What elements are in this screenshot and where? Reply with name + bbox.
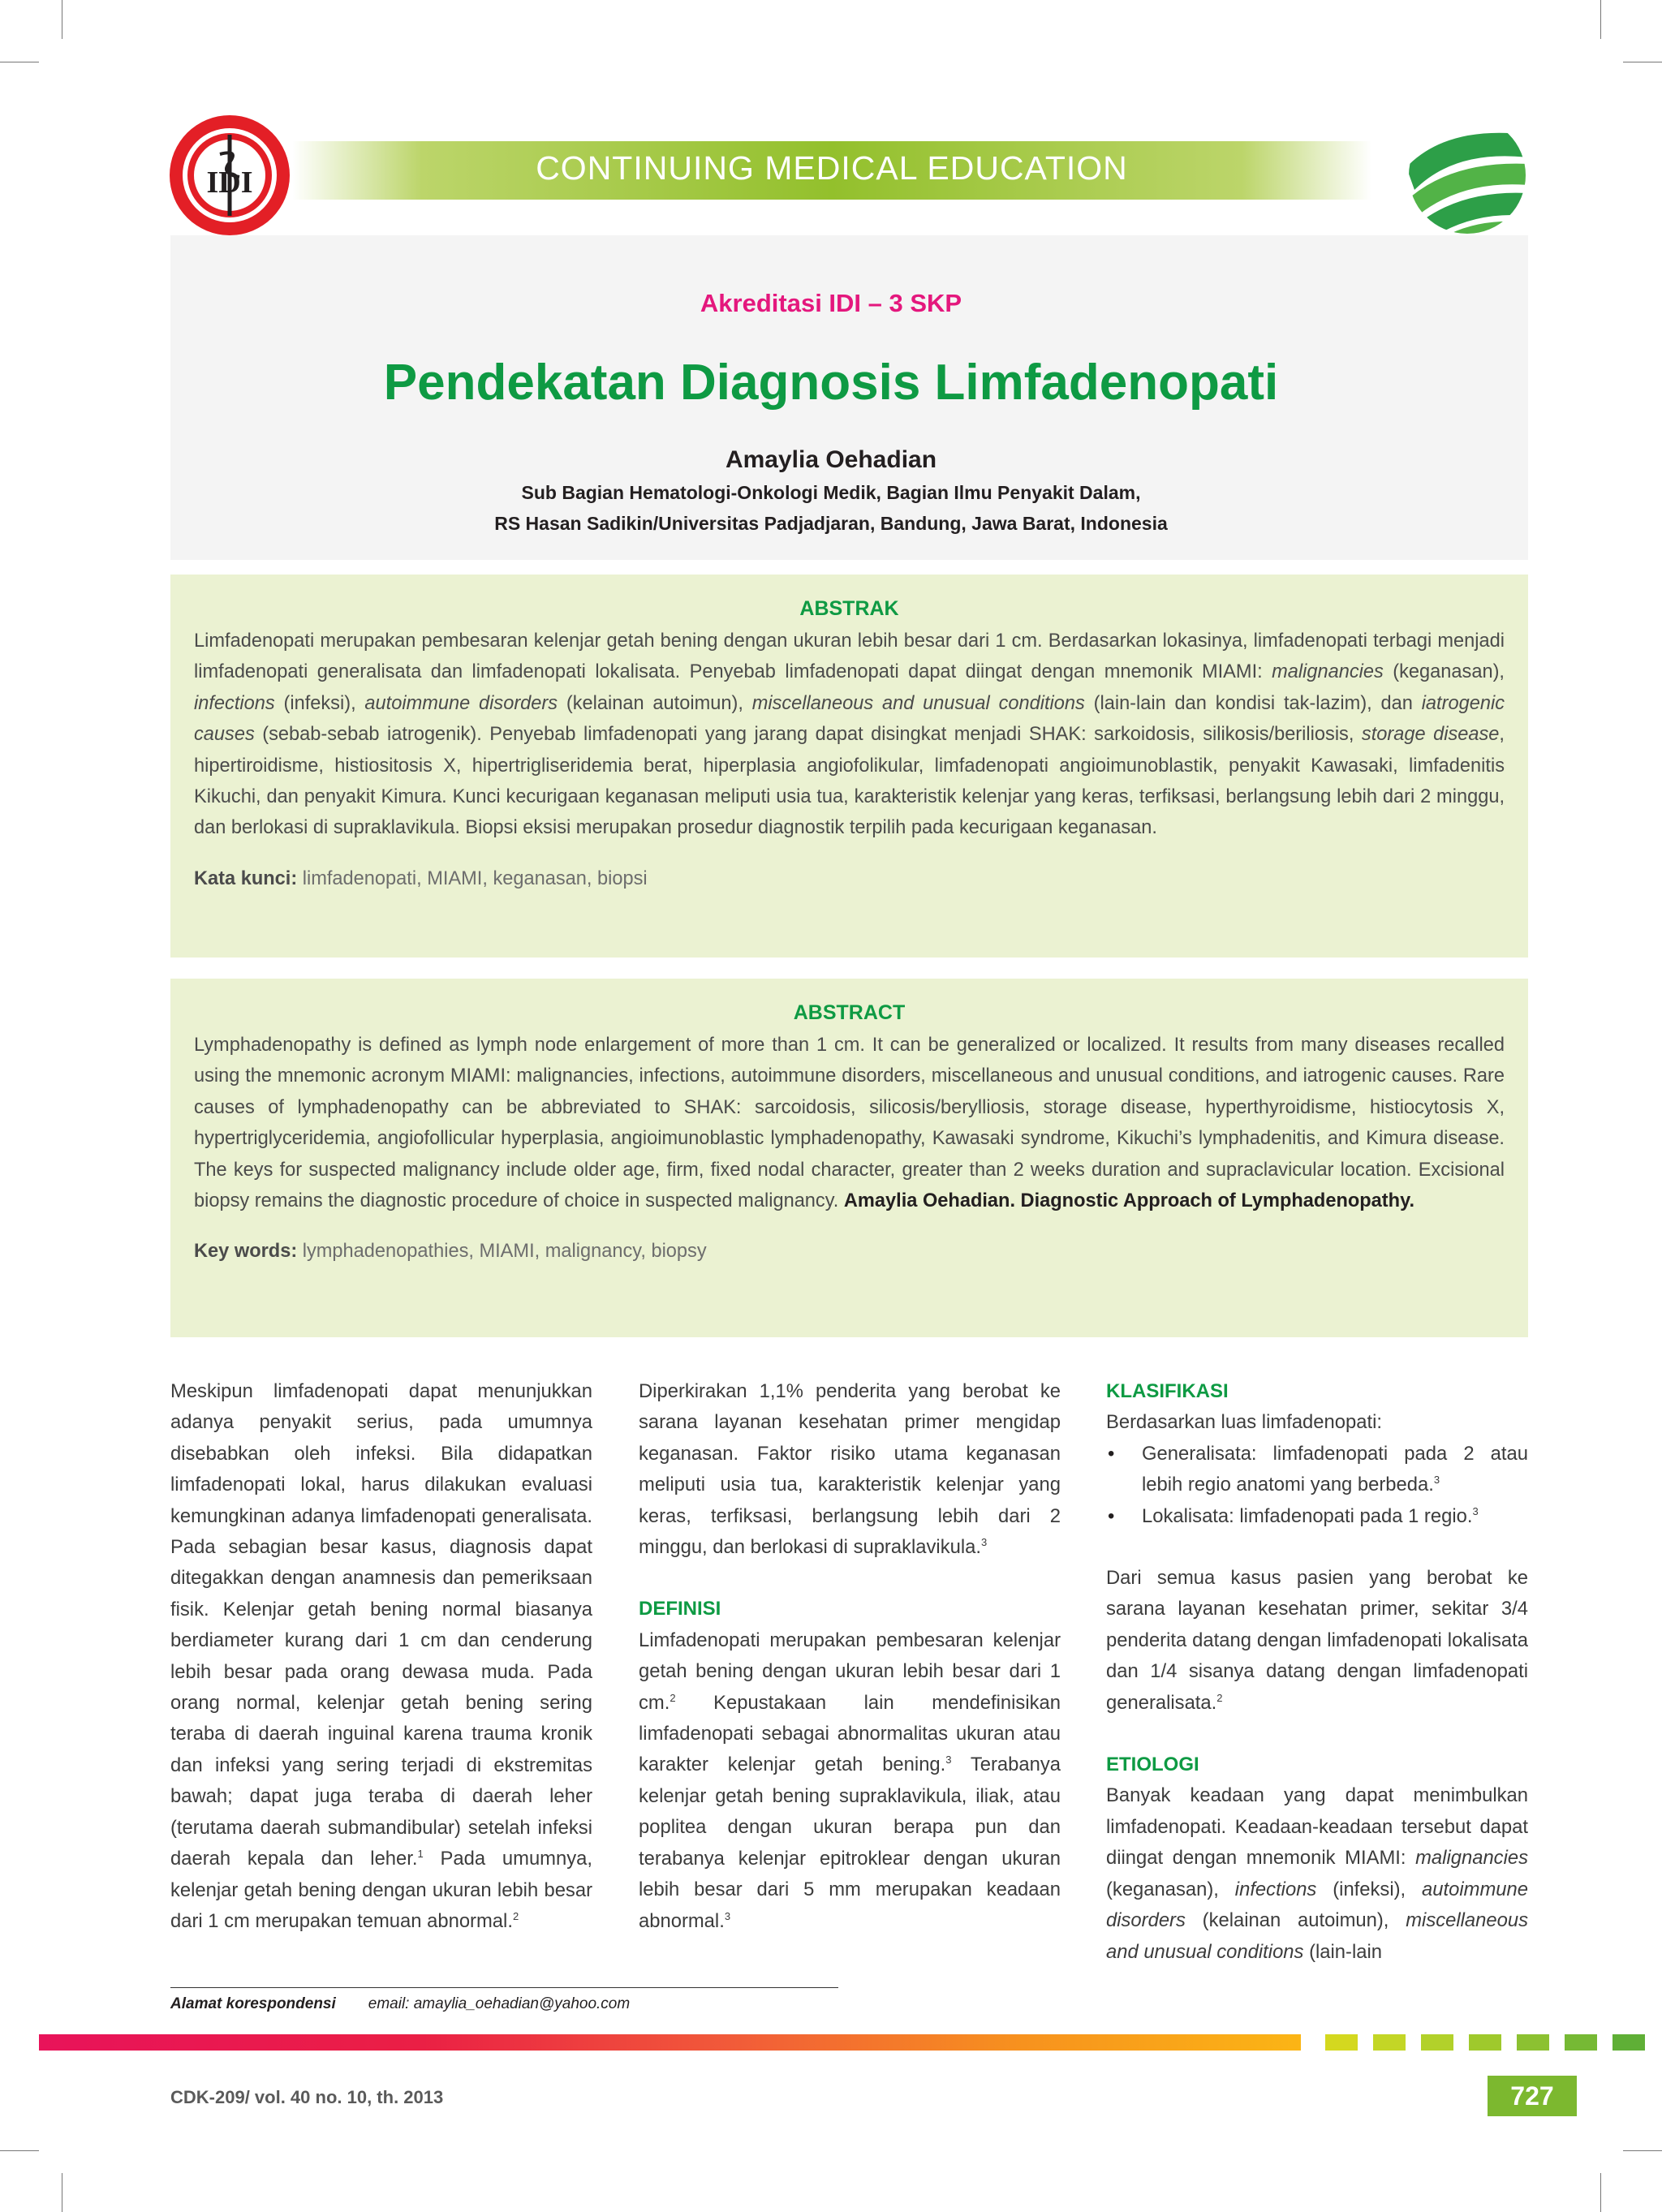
body-column-1 <box>170 1376 592 1937</box>
footer-color-stripe <box>39 2034 1301 2051</box>
footnote-divider <box>170 1987 838 1988</box>
kata-kunci: Kata kunci: limfadenopati, MIAMI, keganasan, biopsi <box>194 867 648 889</box>
body-column-3 <box>1106 1376 1528 1968</box>
abstract-heading: ABSTRACT <box>793 1001 906 1024</box>
footer-color-blocks <box>1325 2034 1645 2051</box>
abstrak-text: Limfadenopati merupakan pembesaran kelenjar getah bening dengan ukuran lebih besar dari 1 cm. Berdasarkan lokasinya, limfadenopati terbagi menjadi limfadenopati generalisata dan limfadenopati lokalisata. Penyebab limfadenopati dapat diingat dengan mnemonik MIAMI: malignancies (keganasan), infections (infeksi), autoimmune disorders (kelainan autoimun), miscellaneous and unusual conditions (lain-lain dan kondisi tak-lazim), dan iatrogenic causes (sebab-sebab iatrogenik). Penyebab limfadenopati yang jarang dapat disingkat menjadi SHAK: sarkoidosis, silikosis/beriliosis, storage disease, hipertiroidisme, histiositosis X, hipertrigliseridemia berat, hiperplasia angiofolikular, limfadenopati angioimunoblastik, penyakit Kawasaki, limfadenitis Kikuchi, dan penyakit Kimura. Kunci kecurigaan keganasan meliputi usia tua, karakteristik kelenjar yang keras, terfiksasi, berlangsung lebih dari 2 minggu, dan berlokasi di supraklavikula. Biopsi eksisi merupakan prosedur diagnostik terpilih pada kecurigaan keganasan. <box>194 630 1505 839</box>
crop-mark <box>1600 0 1601 39</box>
cme-banner <box>292 141 1371 200</box>
correspondence: Alamat korespondensi email: amaylia_oehadian@yahoo.com <box>170 1995 631 2012</box>
cdk-logo <box>1406 110 1528 240</box>
list-item: • Generalisata: limfadenopati pada 2 atau lebih regio anatomi yang berbeda.$^3$ <box>1106 1439 1528 1501</box>
abstrak-box <box>170 575 1528 958</box>
abstract-text: Lymphadenopathy is defined as lymph node enlargement of more than 1 cm. It can be generalized or localized. It results from many diseases recalled using the mnemonic acronym MIAMI: malignancies, infections, autoimmune disorders, miscellaneous and unusual conditions, and iatrogenic causes. Rare causes of lymphadenopathy can be abbreviated to SHAK: sarcoidosis, silicosis/berylliosis, storage disease, hyperthyroidisme, histiocytosis X, hypertriglyceridemia, angiofollicular hyperplasia, angioimunoblastic lymphadenopathy, Kawasaki syndrome, Kikuchi’s lymphadenitis, and Kimura disease. The keys for suspected malignancy include older age, firm, fixed nodal character, greater than 2 weeks duration and supraclavicular location. Excisional biopsy remains the diagnostic procedure of choice in suspected malignancy. Amaylia Oehadian. Diagnostic Approach of Lymphadenopathy. <box>194 1035 1505 1212</box>
body-paragraph: Dari semua kasus pasien yang berobat ke sarana layanan kesehatan primer, sekitar 3/4 penderita datang dengan limfadenopati lokalisata dan 1/4 sisanya datang dengan limfadenopati generalisata.$^2$ <box>1106 1567 1528 1714</box>
correspondence-email: email: amaylia_oehadian@yahoo.com <box>368 1995 631 2012</box>
footer-color-block <box>1517 2034 1549 2051</box>
footer-color-block <box>1421 2034 1453 2051</box>
body-paragraph: Diperkirakan 1,1% penderita yang berobat ke sarana layanan kesehatan primer mengidap keganasan. Faktor risiko utama keganasan meliputi usia tua, karakteristik kelenjar yang keras, terfiksasi, berlangsung lebih dari 2 minggu, dan berlokasi di supraklavikula.$^3$ <box>639 1380 1061 1559</box>
affiliation-line-1: Sub Bagian Hematologi-Onkologi Medik, Bagian Ilmu Penyakit Dalam, <box>521 482 1141 503</box>
footer-color-block <box>1565 2034 1597 2051</box>
klasifikasi-heading: KLASIFIKASI <box>1106 1380 1229 1402</box>
abstract-citation: Amaylia Oehadian. Diagnostic Approach of Lymphadenopathy. <box>843 1190 1415 1212</box>
cme-banner-text: CONTINUING MEDICAL EDUCATION <box>536 149 1128 187</box>
abstrak-heading: ABSTRAK <box>799 597 899 620</box>
footer-color-block <box>1612 2034 1645 2051</box>
body-paragraph: Berdasarkan luas limfadenopati: <box>1106 1411 1382 1434</box>
etiologi-heading: ETIOLOGI <box>1106 1754 1199 1776</box>
article-title: Pendekatan Diagnosis Limfadenopati <box>383 355 1279 411</box>
body-column-2 <box>639 1376 1061 1937</box>
affiliation-line-2: RS Hasan Sadikin/Universitas Padjadjaran, Bandung, Jawa Barat, Indonesia <box>494 513 1168 534</box>
footer-color-block <box>1325 2034 1358 2051</box>
journal-citation: CDK-209/ vol. 40 no. 10, th. 2013 <box>170 2087 444 2107</box>
crop-mark <box>0 2150 39 2151</box>
footer-color-block <box>1373 2034 1406 2051</box>
crop-mark <box>1623 2150 1662 2151</box>
body-paragraph: Banyak keadaan yang dapat menimbulkan limfadenopati. Keadaan-keadaan tersebut dapat diingat dengan mnemonik MIAMI: malignancies (keganasan), infections (infeksi), autoimmune disorders (kelainan autoimun), miscellaneous and unusual conditions (lain-lain <box>1106 1784 1528 1963</box>
key-words: Key words: lymphadenopathies, MIAMI, malignancy, biopsy <box>194 1241 707 1263</box>
idi-logo-text: IDI <box>206 166 253 200</box>
list-item: • Lokalisata: limfadenopati pada 1 regio.$^3$ <box>1106 1501 1528 1532</box>
footer-color-block <box>1469 2034 1501 2051</box>
page-number: 727 <box>1488 2076 1577 2116</box>
crop-mark <box>1600 2173 1601 2212</box>
accreditation-label: Akreditasi IDI – 3 SKP <box>700 289 962 317</box>
abstract-box <box>170 979 1528 1337</box>
body-paragraph: Meskipun limfadenopati dapat menunjukkan adanya penyakit serius, pada umumnya disebabkan oleh infeksi. Bila didapatkan limfadenopati lokal, harus dilakukan evaluasi kemungkinan adanya limfadenopati generalisata. Pada sebagian besar kasus, diagnosis dapat ditegakkan dengan anamnesis dan pemeriksaan fisik. Kelenjar getah bening normal biasanya berdiameter kurang dari 1 cm dan cenderung lebih besar pada orang dewasa muda. Pada orang normal, kelenjar getah bening sering teraba di daerah inguinal karena trauma kronik dan infeksi yang sering terjadi di ekstremitas bawah; dapat juga teraba di daerah leher (terutama daerah submandibular) setelah infeksi daerah kepala dan leher.$^1$ Pada umumnya, kelenjar getah bening dengan ukuran lebih besar dari 1 cm merupakan temuan abnormal.$^2$ <box>170 1380 592 1932</box>
author-name: Amaylia Oehadian <box>725 446 937 473</box>
classification-list <box>1106 1439 1528 1532</box>
body-paragraph: Limfadenopati merupakan pembesaran kelenjar getah bening dengan ukuran lebih besar dari 1 cm.$^2$ Kepustakaan lain mendefinisikan limfadenopati sebagai abnormalitas ukuran atau karakter kelenjar getah bening.$^3$ Terabanya kelenjar getah bening supraklavikula, iliak, atau poplitea dengan ukuran berapa pun dan terabanya kelenjar epitroklear dengan ukuran lebih besar dari 5 mm merupakan keadaan abnormal.$^3$ <box>639 1629 1061 1932</box>
definisi-heading: DEFINISI <box>639 1598 721 1620</box>
idi-logo <box>168 114 291 237</box>
